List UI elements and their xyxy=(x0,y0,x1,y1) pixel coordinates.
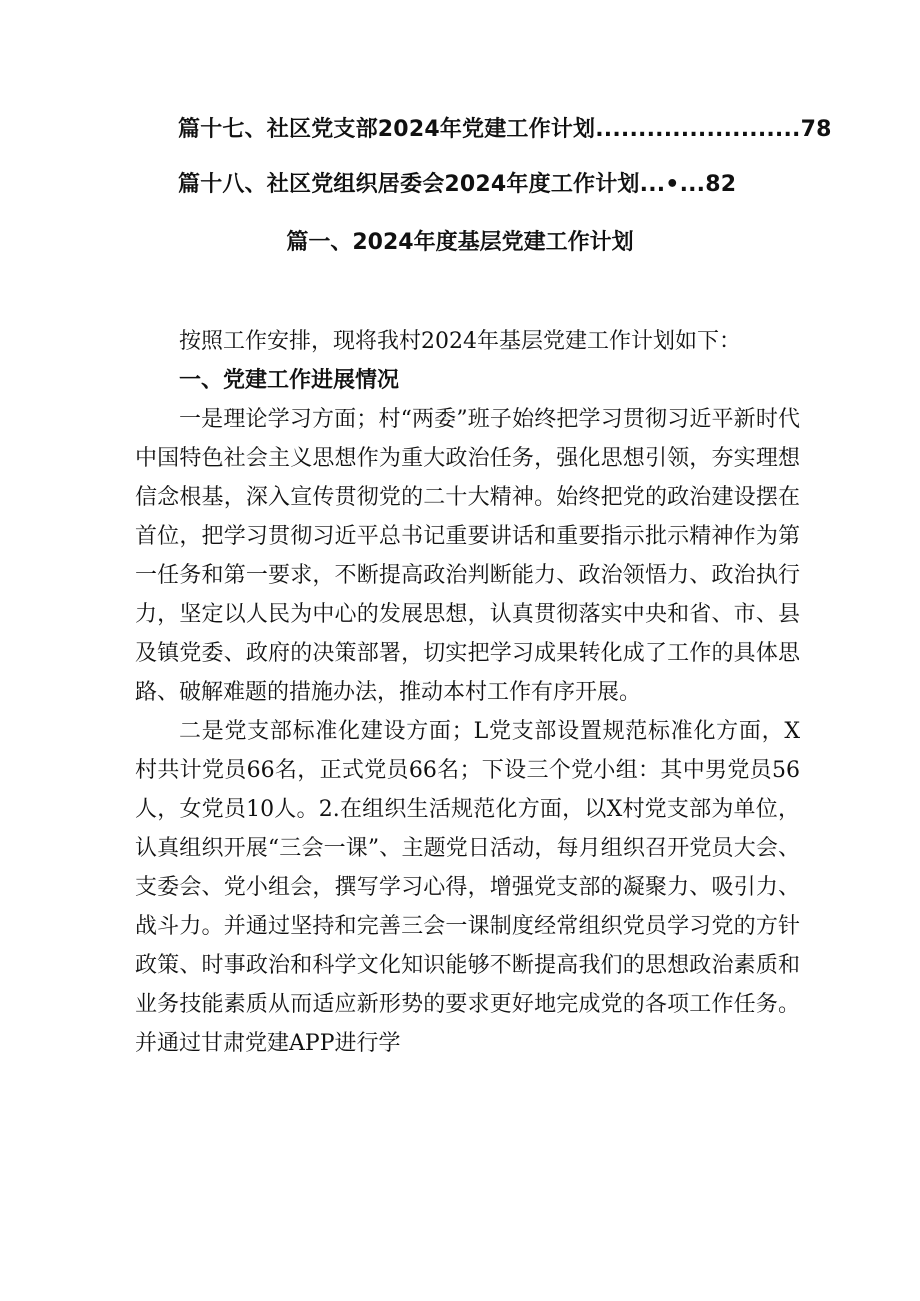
paragraph-branch-standardization: 二是党支部标准化建设方面；L党支部设置规范标准化方面，X村共计党员66名，正式党员66名；下设三个党小组：其中男党员56人，女党员10人。2.在组织生活规范化方面，以X村党支部为单位，认真组织开展“三会一课”、主题党日活动，每月组织召开党员大会、支委会、党小组会，撰写学习心得，增强党支部的凝聚力、吸引力、战斗力。并通过坚持和完善三会一课制度经常组织党员学习党的方针政策、时事政治和科学文化知识能够不断提高我们的思想政治素质和业务技能素质从而适应新形势的要求更好地完成党的各项工作任务。并通过甘肃党建APP进行学 xyxy=(135,719,800,1056)
section-heading: 一、党建工作进展情况 xyxy=(179,368,400,393)
document-body xyxy=(135,322,800,1063)
toc-entry-17[interactable]: 篇十七、社区党支部2024年党建工作计划........................78 xyxy=(178,117,832,142)
toc-entry-18[interactable]: 篇十八、社区党组织居委会2024年度工作计划...•...82 xyxy=(178,172,737,197)
paragraph-theory-study: 一是理论学习方面；村“两委”班子始终把学习贯彻习近平新时代中国特色社会主义思想作为重大政治任务，强化思想引领，夯实理想信念根基，深入宣传贯彻党的二十大精神。始终把党的政治建设摆在首位，把学习贯彻习近平总书记重要讲话和重要指示批示精神作为第一任务和第一要求，不断提高政治判断能力、政治领悟力、政治执行力，坚定以人民为中心的发展思想，认真贯彻落实中央和省、市、县及镇党委、政府的决策部署，切实把学习成果转化成了工作的具体思路、破解难题的措施办法，推动本村工作有序开展。 xyxy=(135,407,800,705)
document-title: 篇一、2024年度基层党建工作计划 xyxy=(286,230,634,255)
intro-paragraph: 按照工作安排，现将我村2024年基层党建工作计划如下： xyxy=(179,329,741,354)
